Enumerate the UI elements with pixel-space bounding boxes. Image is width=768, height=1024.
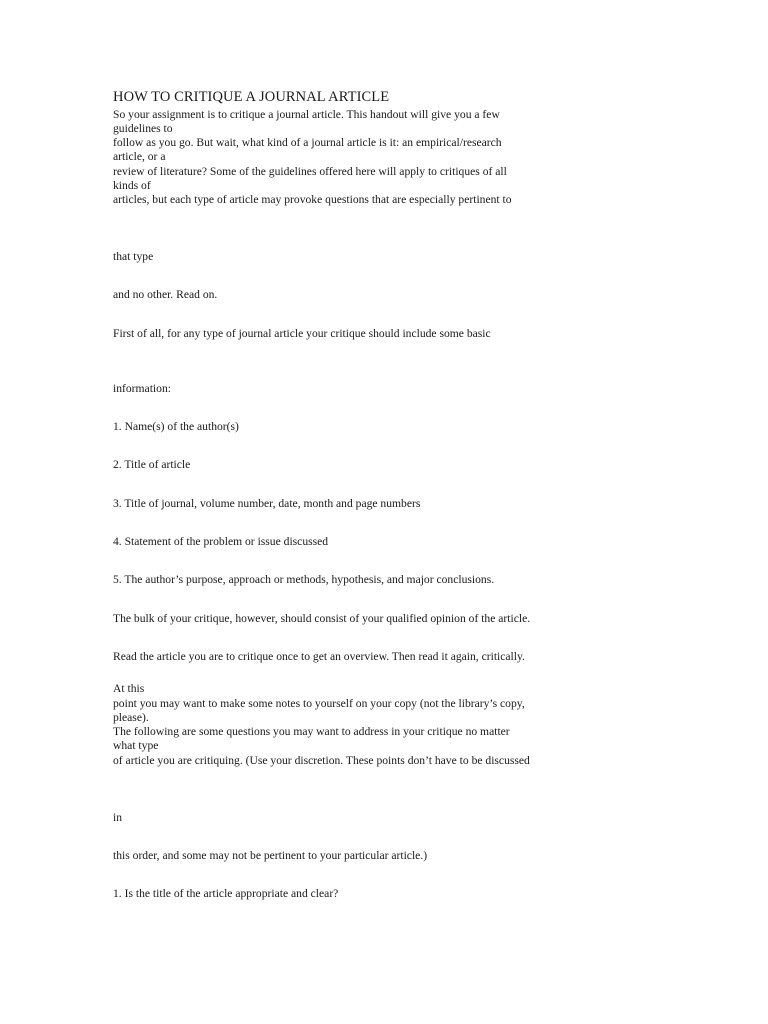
basic-item-3: 3. Title of journal, volume number, date, month and page numbers (113, 497, 421, 510)
intro-line-3: follow as you go. But wait, what kind of a journal article is it: an empirical/research (113, 136, 502, 149)
information-line: information: (113, 382, 171, 395)
bulk-line: The bulk of your critique, however, should consist of your qualified opinion of the article. (113, 612, 531, 625)
at-this-line-4: The following are some questions you may want to address in your critique no matter (113, 725, 510, 738)
and-no-other-line: and no other. Read on. (113, 288, 218, 301)
intro-line-1: So your assignment is to critique a journal article. This handout will give you a few (113, 108, 500, 121)
at-this-line-6: of article you are critiquing. (Use your discretion. These points don’t have to be discussed (113, 754, 530, 767)
document-title: HOW TO CRITIQUE A JOURNAL ARTICLE (113, 89, 390, 105)
intro-line-2: guidelines to (113, 122, 173, 135)
at-this-line-3: please). (113, 711, 149, 724)
in-line: in (113, 811, 123, 824)
at-this-line-5: what type (113, 739, 159, 752)
intro-line-5: review of literature? Some of the guidelines offered here will apply to critiques of all (113, 165, 507, 178)
question-1-line: 1. Is the title of the article appropriate and clear? (113, 887, 339, 900)
basic-item-1: 1. Name(s) of the author(s) (113, 420, 239, 433)
intro-line-4: article, or a (113, 150, 166, 163)
basic-item-5: 5. The author’s purpose, approach or methods, hypothesis, and major conclusions. (113, 573, 495, 586)
first-of-all-line: First of all, for any type of journal article your critique should include some basic (113, 327, 491, 340)
read-article-line: Read the article you are to critique once to get an overview. Then read it again, critically. (113, 650, 525, 663)
intro-line-6: kinds of (113, 179, 151, 192)
this-order-line: this order, and some may not be pertinent to your particular article.) (113, 849, 428, 862)
at-this-line-2: point you may want to make some notes to yourself on your copy (not the library’s copy, (113, 697, 525, 710)
intro-line-7: articles, but each type of article may provoke questions that are especially pertinent to (113, 193, 512, 206)
that-type-line: that type (113, 250, 154, 263)
basic-item-4: 4. Statement of the problem or issue discussed (113, 535, 329, 548)
basic-item-2: 2. Title of article (113, 458, 191, 471)
at-this-line-1: At this (113, 682, 145, 695)
